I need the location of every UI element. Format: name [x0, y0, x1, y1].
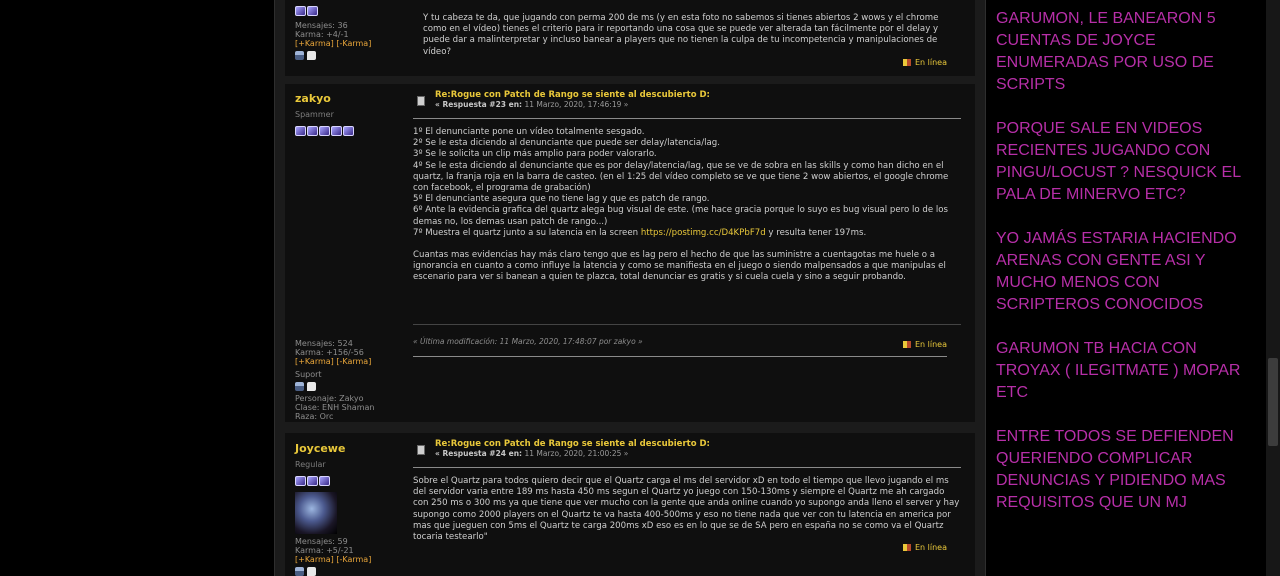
character-class: Clase: ENH Shaman	[295, 403, 375, 412]
text-line: 2º Se le esta diciendo al denunciante que puede ser delay/latencia/lag.	[413, 138, 720, 149]
text-line: 4º Se le esta diciendo al denunciante que es por delay/latencia/lag, que se ve de sobra en las skills y como han dicho en el quartz, la franja roja en la barra de casteo. (en el 1:25 del vídeo completo se ve que tiene 2 wow abiertos, el google chrome con facebook, el programa de grabación)	[413, 160, 949, 194]
message-icon[interactable]	[307, 567, 316, 576]
post-header	[413, 90, 961, 116]
rank-star-icon	[295, 126, 306, 136]
online-icon	[903, 341, 911, 348]
post-24-poster	[295, 442, 405, 576]
online-status	[903, 543, 947, 552]
last-modified: « Última modificación: 11 Marzo, 2020, 17:48:07 por zakyo »	[413, 337, 643, 346]
side-note	[996, 8, 1262, 536]
side-note-paragraph: PORQUE SALE EN VIDEOS RECIENTES JUGANDO CON PINGU/LOCUST ? NESQUICK EL PALA DE MINERVO ETC?	[996, 120, 1241, 203]
karma-value: Karma: +156/-56	[295, 348, 364, 357]
karma-plus-link[interactable]: [+Karma]	[295, 357, 334, 366]
online-icon	[903, 59, 911, 66]
rank-star-icon	[295, 6, 306, 16]
karma-plus-link[interactable]: [+Karma]	[295, 39, 334, 48]
rank-star-icon	[307, 476, 318, 486]
karma-plus-link[interactable]: [+Karma]	[295, 555, 334, 564]
divider	[413, 118, 961, 119]
text-paragraph: Cuantas mas evidencias hay más claro tengo que es lag pero el hecho de que las suministre a cuentagotas me huele o a ignorancia en cuanto a como influye la latencia y como se manifiesta en el juego o siendo malpensados a que manipulas el escenario para ver si banean a quien te plazca, total denunciar es gratis y si cuela cuela y sino a seguir probando.	[413, 250, 946, 283]
message-icon[interactable]	[307, 382, 316, 391]
poster-username[interactable]: Joycewe	[295, 442, 346, 455]
text-line: 5º El denunciante asegura que no tiene lag y que es patch de rango.	[413, 194, 710, 205]
post-22-text: Y tu cabeza te da, que jugando con perma 200 de ms (y en esta foto no sabemos si tienes abiertos 2 wows y el chrome como en el vídeo) tienes el criterio para ir reportando una cosa que se puede ver alterada tan fácilmente por el delay y puede dar a malinterpretar y incluso banear a players que no tienen la culpa de tu incompetencia y manipulaciones de vídeo?	[423, 13, 939, 57]
poster-rank: Regular	[295, 460, 326, 469]
post-24-text: Sobre el Quartz para todos quiero decir que el Quartz carga el ms del servidor xD en todo el tiempo que llevo jugando el ms del servidor varia entre 189 ms hasta 450 ms segun el Quartz yo juego con 150-130ms y siempre el Quartz me ah cargado con 250 ms o 300 ms ya que tiene que ver mucho con la gente que anda online cuando yo supongo anda lleno el server y hay supongo como 2000 players on el Quartz te va hasta 400-500ms y eso no tiene nada que ver con tu latencia en america por mas que jueguen con 5ms el Quartz te carga 200ms xD eso es en lo que se de SA pero en españa no se como va el Quartz tocaria testearlo"	[413, 476, 960, 543]
scrollbar[interactable]	[1266, 0, 1280, 576]
karma-minus-link[interactable]: [-Karma]	[336, 39, 372, 48]
karma-minus-link[interactable]: [-Karma]	[336, 357, 372, 366]
divider	[413, 467, 961, 468]
scrollbar-thumb[interactable]	[1268, 358, 1278, 446]
karma-value: Karma: +4/-1	[295, 30, 349, 39]
post-23-text	[413, 127, 961, 284]
reply-date: 11 Marzo, 2020, 17:46:19 »	[524, 100, 629, 109]
online-label: En línea	[914, 543, 947, 552]
profile-icon[interactable]	[295, 382, 304, 391]
poster-extra: Suport	[295, 370, 322, 379]
text-line	[413, 228, 961, 239]
rank-star-icon	[319, 476, 330, 486]
post-22	[285, 0, 975, 76]
rank-star-icon	[295, 476, 306, 486]
rank-star-icon	[331, 126, 342, 136]
side-note-paragraph: ENTRE TODOS SE DEFIENDEN QUERIENDO COMPLICAR DENUNCIAS Y PIDIENDO MAS REQUISITOS QUE UN MJ	[996, 428, 1234, 511]
reply-label: « Respuesta #24 en:	[435, 449, 523, 458]
rank-star-icon	[319, 126, 330, 136]
profile-icon[interactable]	[295, 51, 304, 60]
post-count: Mensajes: 59	[295, 537, 348, 546]
rank-stars	[295, 126, 405, 136]
divider	[413, 356, 947, 357]
character-name: Personaje: Zakyo	[295, 394, 364, 403]
text-line: 6º Ante la evidencia grafica del quartz alega bug visual de este. (me hace gracia porque lo suyo es bug visual pero lo de los demas no, los demas usan patch de rango...)	[413, 205, 948, 227]
line7-prefix: 7º Muestra el quartz junto a su latencia en la screen	[413, 227, 641, 238]
online-label: En línea	[914, 340, 947, 349]
karma-value: Karma: +5/-21	[295, 546, 354, 555]
left-gutter	[0, 0, 274, 576]
post-22-poster	[295, 0, 405, 60]
poster-username[interactable]: zakyo	[295, 92, 331, 105]
rank-star-icon	[307, 6, 318, 16]
karma-minus-link[interactable]: [-Karma]	[336, 555, 372, 564]
post-title-link[interactable]: Re:Rogue con Patch de Rango se siente al descubierto D:	[435, 90, 710, 100]
text-line: 1º El denunciante pone un vídeo totalmente sesgado.	[413, 127, 645, 137]
reply-date: 11 Marzo, 2020, 21:00:25 »	[524, 449, 629, 458]
divider	[413, 324, 961, 325]
rank-star-icon	[307, 126, 318, 136]
side-note-paragraph: GARUMON TB HACIA CON TROYAX ( ILEGITMATE ) MOPAR ETC	[996, 340, 1241, 401]
reply-label: « Respuesta #23 en:	[435, 100, 523, 109]
side-note-paragraph: YO JAMÁS ESTARIA HACIENDO ARENAS CON GENTE ASI Y MUCHO MENOS CON SCRIPTEROS CONOCIDOS	[996, 230, 1237, 313]
message-icon[interactable]	[307, 51, 316, 60]
forum-thread	[274, 0, 986, 576]
online-status	[903, 58, 947, 67]
post-icon	[417, 96, 425, 106]
post-24	[285, 433, 975, 576]
online-label: En línea	[914, 58, 947, 67]
text-line: 3º Se le solicita un clip más amplio para poder valorarlo.	[413, 149, 657, 160]
screenshot-link[interactable]: https://postimg.cc/D4KPbF7d	[640, 227, 766, 238]
rank-star-icon	[343, 126, 354, 136]
rank-stars	[295, 476, 405, 486]
side-note-paragraph: GARUMON, LE BANEARON 5 CUENTAS DE JOYCE ENUMERADAS POR USO DE SCRIPTS	[996, 10, 1216, 93]
online-status	[903, 340, 947, 349]
post-count: Mensajes: 36	[295, 21, 348, 30]
poster-rank: Spammer	[295, 110, 334, 119]
post-23	[285, 84, 975, 422]
post-title-link[interactable]: Re:Rogue con Patch de Rango se siente al descubierto D:	[435, 439, 710, 449]
post-date	[435, 449, 628, 458]
post-icon	[417, 445, 425, 455]
post-23-poster	[295, 92, 405, 421]
online-icon	[903, 544, 911, 551]
line7-suffix: y resulta tener 197ms.	[765, 227, 867, 238]
avatar[interactable]	[295, 492, 337, 534]
profile-icon[interactable]	[295, 567, 304, 576]
post-header	[413, 439, 961, 465]
post-date	[435, 100, 628, 109]
character-race: Raza: Orc	[295, 412, 334, 421]
rank-stars	[295, 6, 405, 16]
post-count: Mensajes: 524	[295, 339, 353, 348]
